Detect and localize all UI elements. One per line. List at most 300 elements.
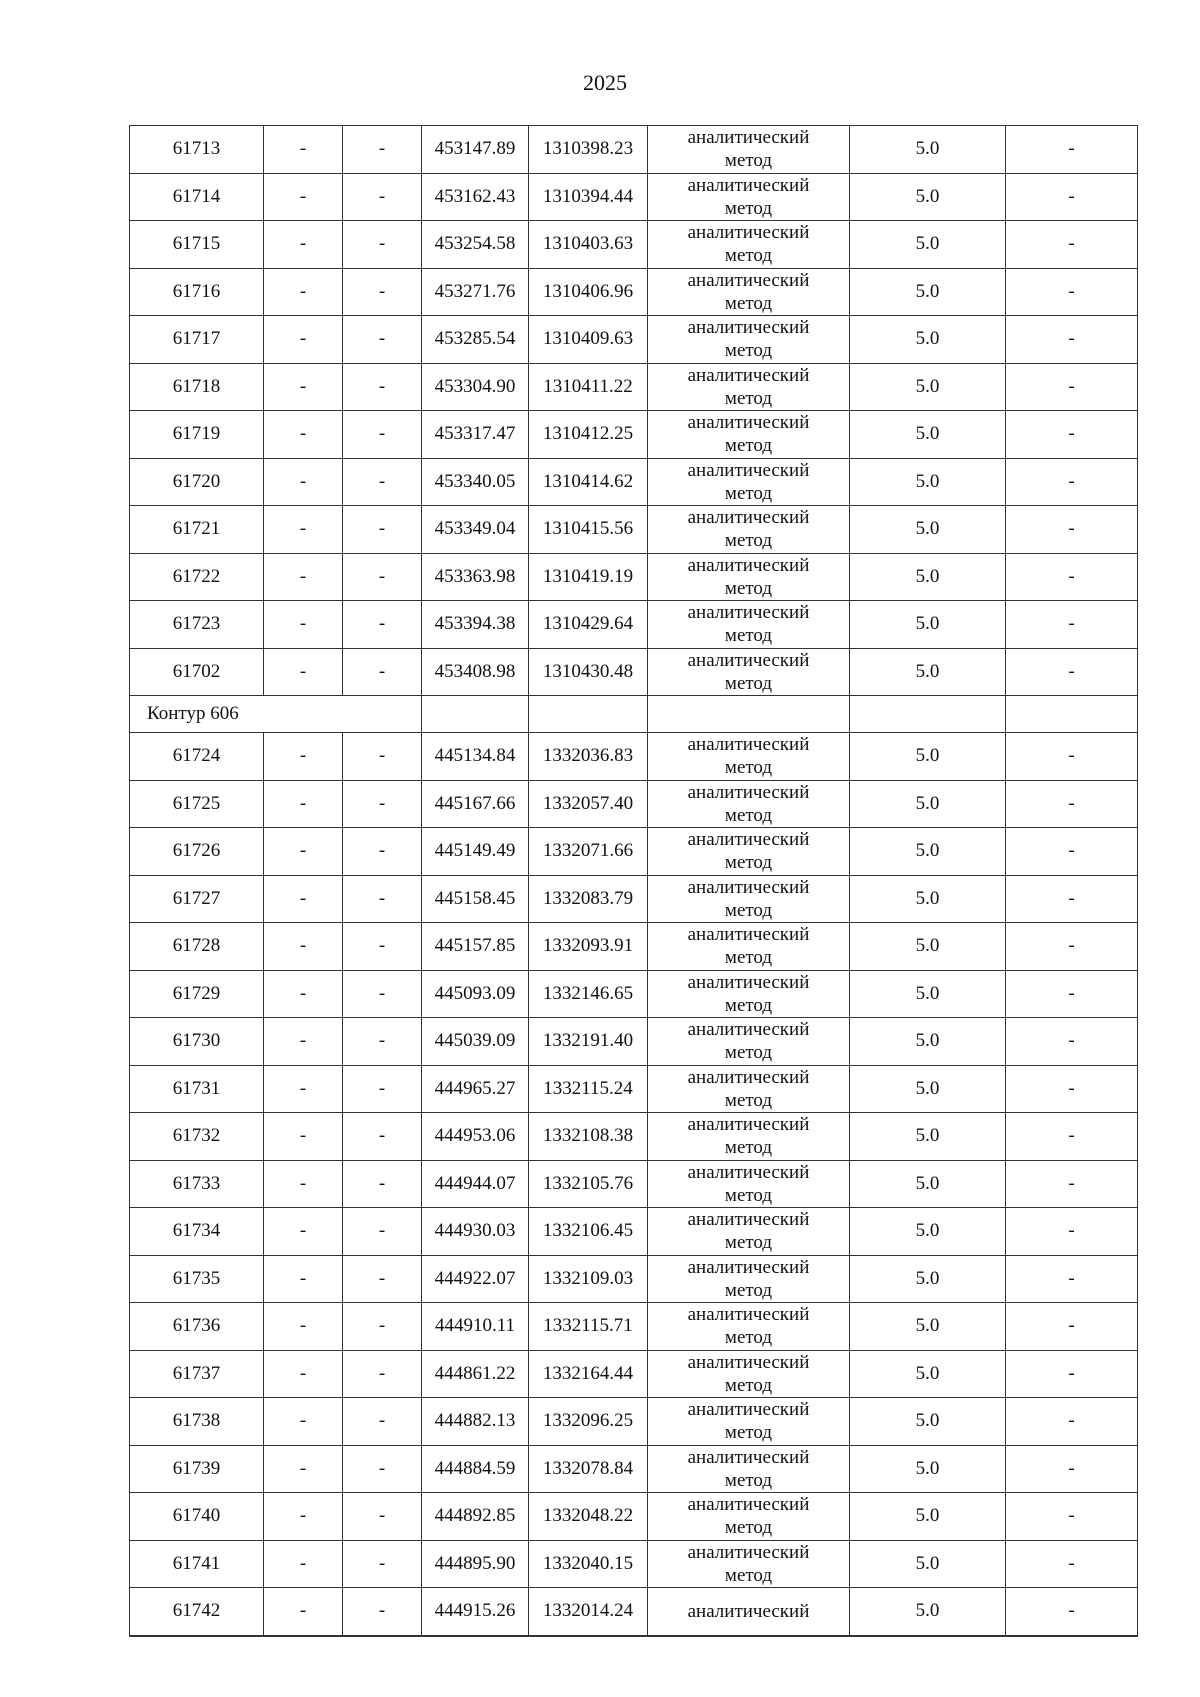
dash-cell: - <box>264 1160 343 1208</box>
x-coordinate-cell: 445157.85 <box>422 923 529 971</box>
method-line-2: метод <box>724 1517 773 1539</box>
accuracy-cell: 5.0 <box>850 1018 1006 1066</box>
x-coordinate-cell: 444944.07 <box>422 1160 529 1208</box>
dash-cell: - <box>1006 648 1138 696</box>
accuracy-cell: 5.0 <box>850 1065 1006 1113</box>
page-number: 2025 <box>583 70 627 95</box>
dash-cell: - <box>1006 316 1138 364</box>
x-coordinate-cell: 453349.04 <box>422 506 529 554</box>
dash-cell: - <box>1006 411 1138 459</box>
method-cell <box>648 268 850 316</box>
y-coordinate-cell: 1332115.24 <box>529 1065 648 1113</box>
table-row <box>130 1398 1138 1446</box>
table-row <box>130 1540 1138 1588</box>
dash-cell: - <box>1006 1445 1138 1493</box>
empty-cell <box>850 696 1006 733</box>
y-coordinate-cell: 1310414.62 <box>529 458 648 506</box>
accuracy-cell: 5.0 <box>850 1208 1006 1256</box>
dash-cell: - <box>343 648 422 696</box>
method-line-2: метод <box>724 1279 773 1301</box>
point-id-cell: 61736 <box>130 1303 264 1351</box>
table-row <box>130 173 1138 221</box>
dash-cell: - <box>343 1113 422 1161</box>
dash-cell: - <box>343 733 422 781</box>
method-line-2: метод <box>724 197 773 219</box>
dash-cell: - <box>1006 1113 1138 1161</box>
y-coordinate-cell: 1332014.24 <box>529 1588 648 1636</box>
dash-cell: - <box>1006 780 1138 828</box>
dash-cell: - <box>1006 1208 1138 1256</box>
method-line-1: аналитический <box>687 1494 810 1516</box>
method-cell <box>648 458 850 506</box>
dash-cell: - <box>343 1540 422 1588</box>
dash-cell: - <box>264 221 343 269</box>
x-coordinate-cell: 445134.84 <box>422 733 529 781</box>
dash-cell: - <box>264 506 343 554</box>
table-row <box>130 1588 1138 1636</box>
accuracy-cell: 5.0 <box>850 553 1006 601</box>
accuracy-cell: 5.0 <box>850 1255 1006 1303</box>
dash-cell: - <box>343 1493 422 1541</box>
x-coordinate-cell: 444930.03 <box>422 1208 529 1256</box>
method-cell <box>648 173 850 221</box>
accuracy-cell: 5.0 <box>850 268 1006 316</box>
method-cell <box>648 1065 850 1113</box>
method-cell <box>648 1493 850 1541</box>
dash-cell: - <box>343 1445 422 1493</box>
dash-cell: - <box>264 1588 343 1636</box>
method-cell <box>648 506 850 554</box>
x-coordinate-cell: 445039.09 <box>422 1018 529 1066</box>
dash-cell: - <box>1006 126 1138 174</box>
table-row <box>130 1113 1138 1161</box>
method-line-1: аналитический <box>687 554 810 576</box>
y-coordinate-cell: 1310394.44 <box>529 173 648 221</box>
empty-cell <box>529 696 648 733</box>
dash-cell: - <box>264 1065 343 1113</box>
method-line-2: метод <box>724 625 773 647</box>
x-coordinate-cell: 453254.58 <box>422 221 529 269</box>
accuracy-cell: 5.0 <box>850 875 1006 923</box>
method-line-1: аналитический <box>687 507 810 529</box>
method-line-1: аналитический <box>687 222 810 244</box>
dash-cell: - <box>264 1255 343 1303</box>
dash-cell: - <box>1006 363 1138 411</box>
method-line-2: метод <box>724 1564 773 1586</box>
y-coordinate-cell: 1310403.63 <box>529 221 648 269</box>
dash-cell: - <box>1006 1350 1138 1398</box>
dash-cell: - <box>343 1303 422 1351</box>
y-coordinate-cell: 1310409.63 <box>529 316 648 364</box>
x-coordinate-cell: 444892.85 <box>422 1493 529 1541</box>
empty-cell <box>422 696 529 733</box>
dash-cell: - <box>264 1018 343 1066</box>
table-row <box>130 268 1138 316</box>
y-coordinate-cell: 1310412.25 <box>529 411 648 459</box>
accuracy-cell: 5.0 <box>850 828 1006 876</box>
dash-cell: - <box>1006 1065 1138 1113</box>
accuracy-cell: 5.0 <box>850 1303 1006 1351</box>
table-row <box>130 1350 1138 1398</box>
y-coordinate-cell: 1332096.25 <box>529 1398 648 1446</box>
y-coordinate-cell: 1332106.45 <box>529 1208 648 1256</box>
method-line-1: аналитический <box>687 1399 810 1421</box>
x-coordinate-cell: 453304.90 <box>422 363 529 411</box>
method-line-1: аналитический <box>687 1019 810 1041</box>
accuracy-cell: 5.0 <box>850 1588 1006 1636</box>
method-line-1: аналитический <box>687 317 810 339</box>
accuracy-cell: 5.0 <box>850 1113 1006 1161</box>
point-id-cell: 61731 <box>130 1065 264 1113</box>
method-line-1: аналитический <box>687 924 810 946</box>
point-id-cell: 61734 <box>130 1208 264 1256</box>
dash-cell: - <box>343 923 422 971</box>
dash-cell: - <box>343 875 422 923</box>
y-coordinate-cell: 1332109.03 <box>529 1255 648 1303</box>
dash-cell: - <box>264 733 343 781</box>
point-id-cell: 61723 <box>130 601 264 649</box>
dash-cell: - <box>264 411 343 459</box>
dash-cell: - <box>264 126 343 174</box>
x-coordinate-cell: 453285.54 <box>422 316 529 364</box>
method-cell <box>648 970 850 1018</box>
dash-cell: - <box>264 1398 343 1446</box>
method-line-1: аналитический <box>687 459 810 481</box>
method-cell <box>648 601 850 649</box>
y-coordinate-cell: 1332040.15 <box>529 1540 648 1588</box>
dash-cell: - <box>264 1113 343 1161</box>
dash-cell: - <box>343 221 422 269</box>
accuracy-cell: 5.0 <box>850 601 1006 649</box>
accuracy-cell: 5.0 <box>850 970 1006 1018</box>
dash-cell: - <box>343 506 422 554</box>
method-line-1: аналитический <box>687 1446 810 1468</box>
accuracy-cell: 5.0 <box>850 411 1006 459</box>
y-coordinate-cell: 1332078.84 <box>529 1445 648 1493</box>
method-cell <box>648 126 850 174</box>
x-coordinate-cell: 444861.22 <box>422 1350 529 1398</box>
dash-cell: - <box>343 173 422 221</box>
dash-cell: - <box>343 828 422 876</box>
dash-cell: - <box>343 970 422 1018</box>
x-coordinate-cell: 444895.90 <box>422 1540 529 1588</box>
point-id-cell: 61733 <box>130 1160 264 1208</box>
dash-cell: - <box>264 173 343 221</box>
accuracy-cell: 5.0 <box>850 1350 1006 1398</box>
dash-cell: - <box>264 1445 343 1493</box>
accuracy-cell: 5.0 <box>850 221 1006 269</box>
point-id-cell: 61740 <box>130 1493 264 1541</box>
y-coordinate-cell: 1310415.56 <box>529 506 648 554</box>
point-id-cell: 61729 <box>130 970 264 1018</box>
method-line-1: аналитический <box>687 412 810 434</box>
table-row <box>130 648 1138 696</box>
accuracy-cell: 5.0 <box>850 1540 1006 1588</box>
method-line-2: метод <box>724 435 773 457</box>
dash-cell: - <box>1006 733 1138 781</box>
method-line-2: метод <box>724 1422 773 1444</box>
dash-cell: - <box>343 553 422 601</box>
dash-cell: - <box>1006 1540 1138 1588</box>
dash-cell: - <box>343 126 422 174</box>
method-cell <box>648 363 850 411</box>
method-line-2: метод <box>724 852 773 874</box>
x-coordinate-cell: 453147.89 <box>422 126 529 174</box>
table-row <box>130 506 1138 554</box>
dash-cell: - <box>343 458 422 506</box>
table-row <box>130 458 1138 506</box>
method-cell <box>648 1255 850 1303</box>
dash-cell: - <box>264 970 343 1018</box>
method-cell <box>648 1113 850 1161</box>
x-coordinate-cell: 453408.98 <box>422 648 529 696</box>
accuracy-cell: 5.0 <box>850 648 1006 696</box>
x-coordinate-cell: 444882.13 <box>422 1398 529 1446</box>
point-id-cell: 61721 <box>130 506 264 554</box>
point-id-cell: 61737 <box>130 1350 264 1398</box>
method-line-1: аналитический <box>687 1541 810 1563</box>
table-row <box>130 780 1138 828</box>
table-row <box>130 828 1138 876</box>
x-coordinate-cell: 444915.26 <box>422 1588 529 1636</box>
method-cell <box>648 1445 850 1493</box>
method-line-2: метод <box>724 672 773 694</box>
y-coordinate-cell: 1332057.40 <box>529 780 648 828</box>
method-line-1: аналитический <box>687 734 810 756</box>
accuracy-cell: 5.0 <box>850 1160 1006 1208</box>
table-row <box>130 1445 1138 1493</box>
dash-cell: - <box>343 316 422 364</box>
point-id-cell: 61717 <box>130 316 264 364</box>
x-coordinate-cell: 453317.47 <box>422 411 529 459</box>
method-line-1: аналитический <box>687 1209 810 1231</box>
method-line-1: аналитический <box>687 1351 810 1373</box>
dash-cell: - <box>343 601 422 649</box>
dash-cell: - <box>264 875 343 923</box>
table-row <box>130 1018 1138 1066</box>
method-line-1: аналитический <box>687 269 810 291</box>
method-line-1: аналитический <box>687 1114 810 1136</box>
y-coordinate-cell: 1332164.44 <box>529 1350 648 1398</box>
dash-cell: - <box>343 363 422 411</box>
dash-cell: - <box>1006 458 1138 506</box>
point-id-cell: 61722 <box>130 553 264 601</box>
x-coordinate-cell: 445158.45 <box>422 875 529 923</box>
y-coordinate-cell: 1332036.83 <box>529 733 648 781</box>
dash-cell: - <box>1006 268 1138 316</box>
dash-cell: - <box>264 458 343 506</box>
point-id-cell: 61718 <box>130 363 264 411</box>
dash-cell: - <box>264 553 343 601</box>
y-coordinate-cell: 1332083.79 <box>529 875 648 923</box>
point-id-cell: 61714 <box>130 173 264 221</box>
method-line-1: аналитический <box>687 1066 810 1088</box>
table-body <box>130 126 1138 1636</box>
dash-cell: - <box>264 780 343 828</box>
method-cell <box>648 221 850 269</box>
point-id-cell: 61730 <box>130 1018 264 1066</box>
dash-cell: - <box>264 828 343 876</box>
method-line-1: аналитический <box>687 781 810 803</box>
table-row <box>130 363 1138 411</box>
method-line-2: метод <box>724 1327 773 1349</box>
accuracy-cell: 5.0 <box>850 316 1006 364</box>
method-line-2: метод <box>724 1137 773 1159</box>
dash-cell: - <box>1006 553 1138 601</box>
x-coordinate-cell: 444965.27 <box>422 1065 529 1113</box>
dash-cell: - <box>1006 1588 1138 1636</box>
method-cell <box>648 1018 850 1066</box>
method-line-2: метод <box>724 994 773 1016</box>
point-id-cell: 61741 <box>130 1540 264 1588</box>
point-id-cell: 61716 <box>130 268 264 316</box>
method-cell <box>648 875 850 923</box>
table-row <box>130 553 1138 601</box>
dash-cell: - <box>1006 875 1138 923</box>
dash-cell: - <box>343 1588 422 1636</box>
y-coordinate-cell: 1332093.91 <box>529 923 648 971</box>
dash-cell: - <box>264 1208 343 1256</box>
method-line-2: метод <box>724 757 773 779</box>
dash-cell: - <box>1006 221 1138 269</box>
table-row <box>130 126 1138 174</box>
method-cell <box>648 1160 850 1208</box>
method-line-2: метод <box>724 245 773 267</box>
table-row <box>130 601 1138 649</box>
table-row <box>130 1160 1138 1208</box>
x-coordinate-cell: 453394.38 <box>422 601 529 649</box>
point-id-cell: 61726 <box>130 828 264 876</box>
x-coordinate-cell: 444910.11 <box>422 1303 529 1351</box>
dash-cell: - <box>1006 1018 1138 1066</box>
method-line-2: метод <box>724 1042 773 1064</box>
y-coordinate-cell: 1310406.96 <box>529 268 648 316</box>
y-coordinate-cell: 1332108.38 <box>529 1113 648 1161</box>
method-line-1: аналитический <box>687 1304 810 1326</box>
method-line-2: метод <box>724 1374 773 1396</box>
accuracy-cell: 5.0 <box>850 506 1006 554</box>
method-cell <box>648 1303 850 1351</box>
dash-cell: - <box>343 1350 422 1398</box>
dash-cell: - <box>1006 1398 1138 1446</box>
dash-cell: - <box>264 648 343 696</box>
dash-cell: - <box>264 1350 343 1398</box>
contour-label: Контур 606 <box>130 696 422 733</box>
method-cell <box>648 1398 850 1446</box>
accuracy-cell: 5.0 <box>850 780 1006 828</box>
y-coordinate-cell: 1332071.66 <box>529 828 648 876</box>
y-coordinate-cell: 1332146.65 <box>529 970 648 1018</box>
table-row <box>130 733 1138 781</box>
method-line-2: метод <box>724 804 773 826</box>
accuracy-cell: 5.0 <box>850 1398 1006 1446</box>
table-row <box>130 1493 1138 1541</box>
dash-cell: - <box>264 268 343 316</box>
method-line-1: аналитический <box>687 1256 810 1278</box>
method-line-2: метод <box>724 899 773 921</box>
point-id-cell: 61719 <box>130 411 264 459</box>
dash-cell: - <box>343 268 422 316</box>
dash-cell: - <box>1006 1160 1138 1208</box>
method-line-1: аналитический <box>687 174 810 196</box>
dash-cell: - <box>1006 1493 1138 1541</box>
method-cell <box>648 1540 850 1588</box>
x-coordinate-cell: 445093.09 <box>422 970 529 1018</box>
dash-cell: - <box>264 316 343 364</box>
table-row <box>130 1208 1138 1256</box>
method-line-1: аналитический <box>687 649 810 671</box>
method-cell <box>648 1588 850 1636</box>
dash-cell: - <box>1006 601 1138 649</box>
point-id-cell: 61742 <box>130 1588 264 1636</box>
y-coordinate-cell: 1332105.76 <box>529 1160 648 1208</box>
method-cell <box>648 648 850 696</box>
method-cell <box>648 733 850 781</box>
accuracy-cell: 5.0 <box>850 173 1006 221</box>
table-row <box>130 875 1138 923</box>
dash-cell: - <box>264 1493 343 1541</box>
method-line-1: аналитический <box>687 876 810 898</box>
dash-cell: - <box>264 923 343 971</box>
method-line-1: аналитический <box>687 602 810 624</box>
x-coordinate-cell: 453363.98 <box>422 553 529 601</box>
y-coordinate-cell: 1332048.22 <box>529 1493 648 1541</box>
dash-cell: - <box>343 780 422 828</box>
method-cell <box>648 780 850 828</box>
dash-cell: - <box>1006 1303 1138 1351</box>
method-line-2: метод <box>724 1232 773 1254</box>
method-cell <box>648 553 850 601</box>
dash-cell: - <box>264 363 343 411</box>
dash-cell: - <box>1006 173 1138 221</box>
table-row <box>130 1303 1138 1351</box>
table-row <box>130 970 1138 1018</box>
y-coordinate-cell: 1310419.19 <box>529 553 648 601</box>
method-cell <box>648 316 850 364</box>
dash-cell: - <box>1006 506 1138 554</box>
point-id-cell: 61713 <box>130 126 264 174</box>
x-coordinate-cell: 445149.49 <box>422 828 529 876</box>
table-row <box>130 221 1138 269</box>
point-id-cell: 61732 <box>130 1113 264 1161</box>
y-coordinate-cell: 1310411.22 <box>529 363 648 411</box>
point-id-cell: 61702 <box>130 648 264 696</box>
table-row <box>130 923 1138 971</box>
method-line-1: аналитический <box>687 1600 810 1622</box>
dash-cell: - <box>343 411 422 459</box>
method-line-2: метод <box>724 482 773 504</box>
x-coordinate-cell: 444884.59 <box>422 1445 529 1493</box>
dash-cell: - <box>1006 1255 1138 1303</box>
point-id-cell: 61715 <box>130 221 264 269</box>
y-coordinate-cell: 1332115.71 <box>529 1303 648 1351</box>
point-id-cell: 61738 <box>130 1398 264 1446</box>
x-coordinate-cell: 453162.43 <box>422 173 529 221</box>
accuracy-cell: 5.0 <box>850 733 1006 781</box>
y-coordinate-cell: 1310398.23 <box>529 126 648 174</box>
method-cell <box>648 1208 850 1256</box>
table-row <box>130 1065 1138 1113</box>
point-id-cell: 61725 <box>130 780 264 828</box>
accuracy-cell: 5.0 <box>850 1493 1006 1541</box>
method-cell <box>648 828 850 876</box>
y-coordinate-cell: 1310430.48 <box>529 648 648 696</box>
point-id-cell: 61728 <box>130 923 264 971</box>
method-line-2: метод <box>724 150 773 172</box>
method-line-1: аналитический <box>687 829 810 851</box>
dash-cell: - <box>264 601 343 649</box>
method-line-2: метод <box>724 1089 773 1111</box>
